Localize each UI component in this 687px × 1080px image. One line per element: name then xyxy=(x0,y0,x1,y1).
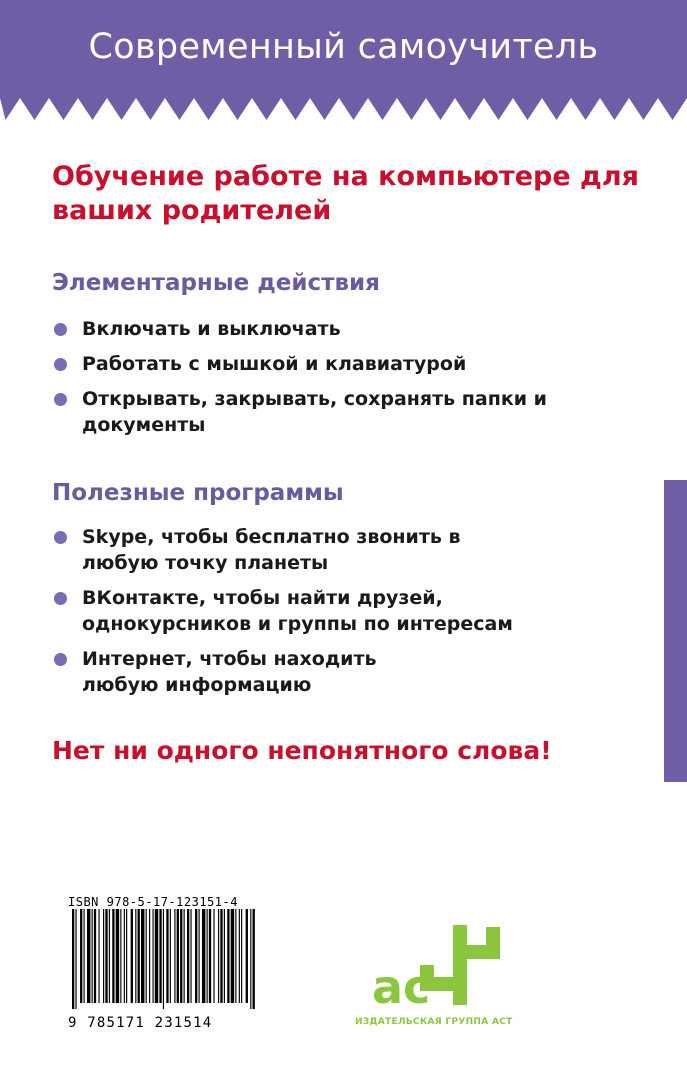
logo-lettering: ас xyxy=(372,960,431,1014)
cover-headline: Обучение работе на компьютере для ваших родителей xyxy=(52,161,639,226)
barcode-bar xyxy=(149,909,150,1003)
barcode-bar xyxy=(84,909,85,1003)
list-item xyxy=(52,386,582,438)
barcode-bar xyxy=(190,909,191,1003)
barcode-bar xyxy=(241,909,242,1003)
barcode-bars xyxy=(68,909,258,1009)
barcode-bar xyxy=(135,909,136,1003)
barcode-bar xyxy=(72,909,74,1009)
barcode-bar xyxy=(87,909,90,1003)
barcode-bar xyxy=(166,909,168,1003)
barcode-bar xyxy=(187,909,189,1003)
barcode-bar xyxy=(250,909,251,1009)
barcode-digits: 9 785171 231514 xyxy=(68,1015,213,1031)
barcode-bar xyxy=(213,909,214,1003)
barcode-bar xyxy=(103,909,104,1003)
barcode-bar xyxy=(174,909,175,1003)
barcode-bar xyxy=(124,909,125,1003)
bullet-icon xyxy=(54,323,67,336)
barcode-bar xyxy=(218,909,219,1003)
ast-cactus-logo-icon xyxy=(350,905,540,1035)
list-item-text: Включать и выключать xyxy=(82,318,341,340)
barcode-bar xyxy=(180,909,182,1003)
barcode-bar xyxy=(170,909,171,1003)
isbn-barcode xyxy=(68,895,268,1031)
barcode-bar xyxy=(220,909,222,1003)
section-title-useful-programs: Полезные программы xyxy=(52,480,344,506)
barcode-bar xyxy=(239,909,240,1003)
list-item xyxy=(52,351,612,377)
barcode-bar xyxy=(155,909,158,1003)
series-title: Современный самоучитель xyxy=(88,27,599,67)
side-accent-bar xyxy=(664,480,687,782)
bullet-icon xyxy=(54,393,67,406)
barcode-bar xyxy=(138,909,140,1003)
list-item xyxy=(52,585,562,637)
barcode-bar xyxy=(177,909,179,1003)
barcode-bar xyxy=(159,909,161,1003)
list-item-text: Интернет, чтобы находить любую информацию xyxy=(82,648,377,696)
bullet-icon xyxy=(54,592,67,605)
bullet-icon xyxy=(54,358,67,371)
barcode-bar xyxy=(231,909,234,1003)
list-item-text: Открывать, закрывать, сохранять папки и документы xyxy=(82,388,547,436)
publisher-name: ИЗДАТЕЛЬСКАЯ ГРУППА АСТ xyxy=(355,1017,513,1027)
list-item-text: Skype, чтобы бесплатно звонить в любую точку планеты xyxy=(82,526,461,574)
barcode-bar xyxy=(202,909,205,1003)
barcode-bar xyxy=(98,909,99,1003)
barcode-bar xyxy=(235,909,236,1003)
list-item-text: Работать с мышкой и клавиатурой xyxy=(82,353,467,375)
basic-actions-list xyxy=(52,316,612,438)
barcode-bar xyxy=(126,909,127,1003)
barcode-bar xyxy=(146,909,147,1003)
barcode-bar xyxy=(199,909,200,1003)
barcode-bar xyxy=(195,909,197,1003)
isbn-label: ISBN 978-5-17-123151-4 xyxy=(68,895,238,909)
barcode-bar xyxy=(112,909,114,1003)
series-banner xyxy=(0,0,687,122)
barcode-bar xyxy=(246,909,248,1003)
bullet-icon xyxy=(54,531,67,544)
barcode-bar xyxy=(224,909,225,1003)
barcode-bar xyxy=(131,909,133,1003)
barcode-bar xyxy=(184,909,185,1003)
barcode-bar xyxy=(227,909,229,1003)
list-item-text: ВКонтакте, чтобы найти друзей, однокурсников и группы по интересам xyxy=(82,587,513,635)
barcode-bar xyxy=(80,909,82,1003)
barcode-bar xyxy=(94,909,96,1003)
useful-programs-list xyxy=(52,524,612,698)
barcode-bar xyxy=(153,909,154,1003)
barcode-bar xyxy=(116,909,119,1003)
barcode-bar xyxy=(109,909,110,1003)
list-item xyxy=(52,316,612,342)
barcode-bar xyxy=(141,909,144,1003)
barcode-bar xyxy=(209,909,211,1003)
barcode-bar xyxy=(75,909,76,1009)
barcode-bar xyxy=(207,909,208,1003)
cover-slogan: Нет ни одного непонятного слова! xyxy=(52,736,552,765)
barcode-bar xyxy=(105,909,107,1003)
bullet-icon xyxy=(54,653,67,666)
barcode-bar xyxy=(163,909,164,1009)
list-item xyxy=(52,646,442,698)
barcode-bar xyxy=(120,909,121,1003)
list-item xyxy=(52,524,512,576)
barcode-bar xyxy=(92,909,93,1003)
barcode-bar xyxy=(253,909,255,1009)
section-title-basic-actions: Элементарные действия xyxy=(52,270,380,296)
